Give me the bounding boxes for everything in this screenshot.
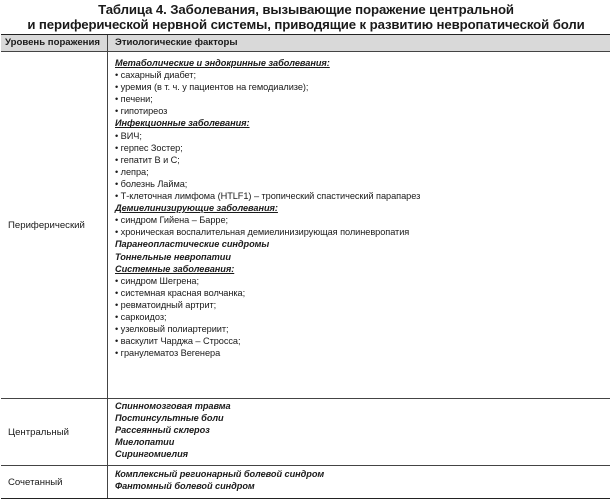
- factor-category: Комплексный регионарный болевой синдром: [115, 469, 325, 479]
- factor-list-item: • узелковый полиартериит;: [115, 324, 229, 335]
- factor-list-item: • саркоидоз;: [115, 311, 167, 322]
- header-factors: Этиологические факторы: [115, 37, 238, 48]
- factor-category: Рассеянный склероз: [115, 425, 210, 436]
- level-cell: Сочетанный: [1, 466, 108, 498]
- table-title-line-1: Таблица 4. Заболевания, вызывающие поражение центральной: [98, 2, 514, 17]
- factors-cell: [108, 52, 610, 398]
- factor-category: Фантомный болевой синдром: [115, 481, 255, 492]
- factor-category: Метаболические и эндокринные заболевания:: [115, 58, 330, 68]
- factor-list-item: • лепра;: [115, 166, 149, 177]
- level-cell: Центральный: [1, 399, 108, 465]
- factors-cell: [108, 466, 610, 498]
- factor-list-item: • синдром Гийена – Барре;: [115, 215, 229, 226]
- etiology-table: [1, 34, 610, 499]
- table-title: [0, 0, 612, 32]
- table-title-line-2: и периферической нервной системы, приводящие к развитию невропатической боли: [27, 17, 585, 32]
- factor-category: Тоннельные невропатии: [115, 251, 231, 262]
- factor-category: Миелопатии: [115, 437, 175, 448]
- factor-category: Инфекционные заболевания:: [115, 118, 250, 129]
- factor-list-item: • синдром Шегрена;: [115, 275, 199, 286]
- factor-list-item: • уремия (в т. ч. у пациентов на гемодиализе);: [115, 82, 309, 93]
- factor-list-item: • васкулит Чарджа – Стросса;: [115, 336, 241, 347]
- table-row-central: [1, 399, 610, 466]
- factor-list-item: • ВИЧ;: [115, 130, 142, 141]
- factor-category: Демиелинизирующие заболевания:: [115, 203, 278, 214]
- factor-list-item: • системная красная волчанка;: [115, 287, 246, 298]
- factor-list-item: • гипотиреоз: [115, 106, 168, 117]
- factor-list-item: • герпес Зостер;: [115, 142, 183, 153]
- factor-list-item: • хроническая воспалительная демиелинизирующая полиневропатия: [115, 227, 410, 238]
- header-level: Уровень поражения: [1, 35, 108, 51]
- factor-category: Постинсультные боли: [115, 413, 224, 424]
- factor-list-item: • болезнь Лайма;: [115, 178, 188, 189]
- table-row-peripheral: [1, 52, 610, 399]
- factor-category: Сирингомиелия: [115, 449, 189, 460]
- factor-list-item: • сахарный диабет;: [115, 70, 196, 81]
- level-cell: Периферический: [1, 52, 108, 398]
- factor-category: Системные заболевания:: [115, 263, 235, 274]
- factor-list-item: • печени;: [115, 94, 153, 105]
- factor-category: Паранеопластические синдромы: [115, 239, 270, 250]
- factors-cell: [108, 399, 610, 465]
- factor-list-item: • ревматоидный артрит;: [115, 299, 217, 310]
- factor-list-item: • Т-клеточная лимфома (HTLF1) – тропический спастический парапарез: [115, 191, 421, 202]
- table-header-row: [1, 35, 610, 52]
- factor-list-item: • гранулематоз Вегенера: [115, 348, 221, 359]
- factor-category: Спинномозговая травма: [115, 401, 231, 411]
- table-row-combined: [1, 466, 610, 498]
- factor-list-item: • гепатит В и С;: [115, 154, 180, 165]
